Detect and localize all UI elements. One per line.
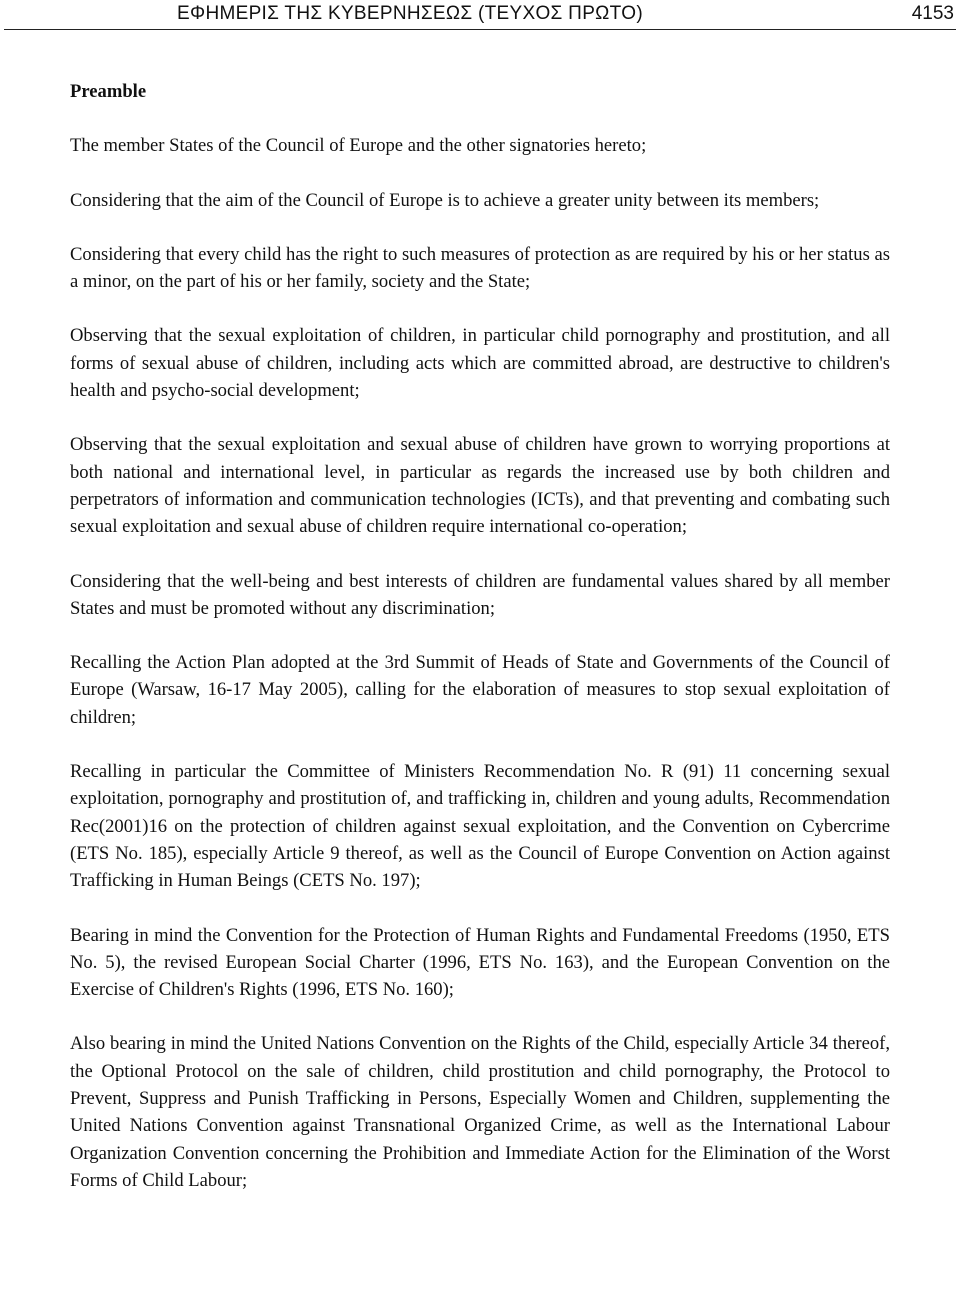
page-number: 4153 <box>911 3 954 24</box>
paragraph-child-right: Considering that every child has the right to such measures of protection as are required by his or her status as a minor, on the part of his or her family, society and the State; <box>70 243 890 293</box>
header-divider <box>4 29 956 30</box>
paragraph-signatories: The member States of the Council of Europe and the other signatories hereto; <box>70 135 647 157</box>
paragraph-un-convention: Also bearing in mind the United Nations Convention on the Rights of the Child, especially Article 34 thereof, the Optional Protocol on the sale of children, child prostitution and child pornography, the Protocol to Prevent, Suppress and Punish Trafficking in Persons, Especially Women and Children, supplementing the United Nations Convention against Transnational Organized Crime, as well as the International Labour Organization Convention concerning the Prohibition and Immediate Action for the Elimination of the Worst Forms of Child Labour; <box>70 1033 890 1191</box>
paragraph-observing-exploitation: Observing that the sexual exploitation of children, in particular child pornography and prostitution, and all forms of sexual abuse of children, including acts which are committed abroad, are destructive to children's health and psycho-social development; <box>70 325 890 402</box>
paragraph-action-plan: Recalling the Action Plan adopted at the 3rd Summit of Heads of State and Governments of the Council of Europe (Warsaw, 16-17 May 2005), calling for the elaboration of measures to stop sexual exploitation of children; <box>70 652 890 728</box>
section-heading: Preamble <box>70 81 147 102</box>
gazette-title: ΕΦΗΜΕΡΙΣ ΤΗΣ ΚΥΒΕΡΝΗΣΕΩΣ (ΤΕΥΧΟΣ ΠΡΩΤΟ) <box>177 3 643 24</box>
paragraph-recommendation: Recalling in particular the Committee of Ministers Recommendation No. R (91) 11 concerning sexual exploitation, pornography and prostitution of, and trafficking in, children and young adults, Recommendation Rec(2001)16 on the protection of children against sexual exploitation, and the Convention on Cybercrime (ETS No. 185), especially Article 9 thereof, as well as the Council of Europe Convention on Action against Trafficking in Human Beings (CETS No. 197); <box>70 761 890 892</box>
paragraph-observing-growth: Observing that the sexual exploitation and sexual abuse of children have grown to worrying proportions at both national and international level, in particular as regards the increased use by both children and perpetrators of information and communication technologies (ICTs), and that preventing and combating such sexual exploitation and sexual abuse of children require international co-operation; <box>70 434 890 538</box>
paragraph-well-being: Considering that the well-being and best interests of children are fundamental values shared by all member States and must be promoted without any discrimination; <box>70 570 890 619</box>
paragraph-human-rights: Bearing in mind the Convention for the Protection of Human Rights and Fundamental Freedoms (1950, ETS No. 5), the revised European Social Charter (1996, ETS No. 163), and the European Convention on the Exercise of Children's Rights (1996, ETS No. 160); <box>70 924 890 1001</box>
paragraph-aim: Considering that the aim of the Council of Europe is to achieve a greater unity between its members; <box>70 189 820 211</box>
page-header <box>0 0 960 30</box>
document-body <box>70 78 890 1221</box>
